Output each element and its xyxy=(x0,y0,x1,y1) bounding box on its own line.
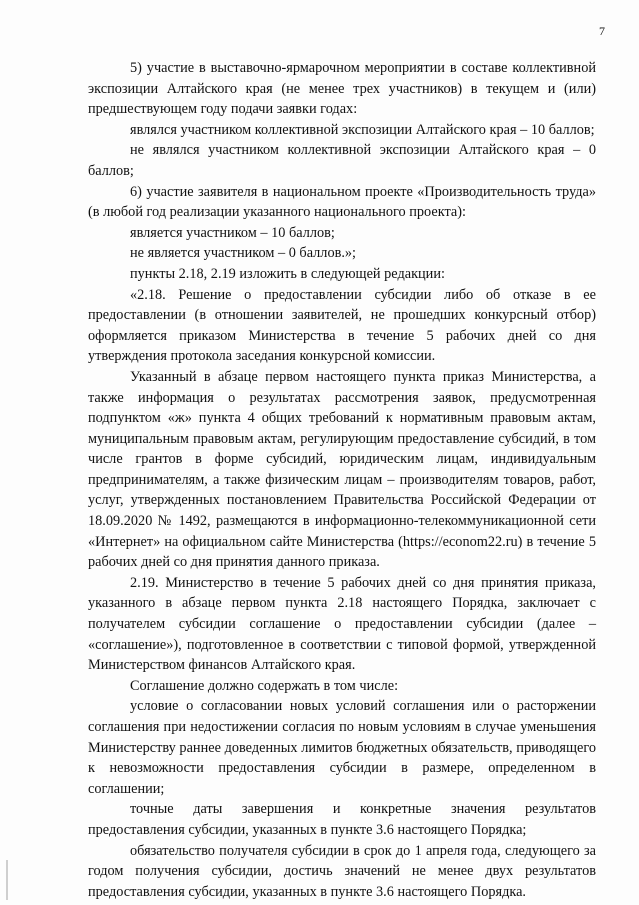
paragraph-project-no: не является участником – 0 баллов.»; xyxy=(130,245,357,262)
paragraph-project-yes: является участником – 10 баллов; xyxy=(130,224,335,241)
paragraph-2-19: 2.19. Министерство в течение 5 рабочих дней со дня принятия приказа, указанного в абзаце первом пункта 2.18 настоящего Порядка, заключает с получателем субсидии соглашение о предоставлении субсидии (далее – «соглашение»), подготовленное в соответствии с типовой формой, утвержденной Министерством финансов Алтайского края. xyxy=(88,574,596,674)
paragraph-2-18-publication: Указанный в абзаце первом настоящего пункта приказ Министерства, а также информация о результатах рассмотрения заявок, предусмотренная подпунктом «ж» пункта 4 общих требований к нормативным правовым актам, муниципальным правовым актам, регулирующим предоставление субсидий, в том числе грантов в форме субсидий, юридическим лицам, индивидуальным предпринимателям, а также физическим лицам – производителям товаров, работ, услуг, утвержденных постановлением Правительства Российской Федерации от 18.09.2020 № 1492, размещаются в информационно-телекоммуникационной сети «Интернет» на официальном сайте Министерства (https://econom22.ru) в течение 5 рабочих дней со дня принятия данного приказа. xyxy=(88,368,596,571)
paragraph-criterion-5: 5) участие в выставочно-ярмарочном мероприятии в составе коллективной экспозиции Алтайского края (не менее трех участников) в текущем и (или) предшествующем году подачи заявки годах: xyxy=(88,60,596,118)
paragraph-exhibition-no: не являлся участником коллективной экспозиции Алтайского края – 0 баллов; xyxy=(88,142,596,179)
paragraph-criterion-6: 6) участие заявителя в национальном проекте «Производительность труда» (в любой год реализации указанного национального проекта): xyxy=(88,183,596,221)
scan-edge-mark xyxy=(6,860,8,900)
paragraph-exhibition-yes: являлся участником коллективной экспозиции Алтайского края – 10 баллов; xyxy=(130,121,595,138)
paragraph-agreement-termination: условие о согласовании новых условий соглашения или о расторжении соглашения при недостижении согласия по новым условиям в случае уменьшения Министерству раннее доведенных лимитов бюджетных обязательств, приводящего к невозможности предоставления субсидии в размере, определенном в соглашении; xyxy=(88,698,596,797)
paragraph-2-18: «2.18. Решение о предоставлении субсидии либо об отказе в ее предоставлении (в отношении заявителей, не прошедших конкурсный отбор) оформляется приказом Министерства в течение 5 рабочих дней со дня утверждения протокола заседания конкурсной комиссии. xyxy=(88,286,596,365)
paragraph-amend-points: пункты 2.18, 2.19 изложить в следующей редакции: xyxy=(130,265,445,282)
paragraph-agreement-obligation: обязательство получателя субсидии в срок до 1 апреля года, следующего за годом получения субсидии, достичь значений не менее двух результатов предоставления субсидии, указанных в пункте 3.6 настоящего Порядка. xyxy=(88,842,596,900)
page-number: 7 xyxy=(599,24,605,38)
paragraph-agreement-contents: Соглашение должно содержать в том числе: xyxy=(130,677,399,694)
document-body xyxy=(88,58,596,902)
paragraph-agreement-dates: точные даты завершения и конкретные значения результатов предоставления субсидии, указанных в пункте 3.6 настоящего Порядка; xyxy=(88,801,596,838)
